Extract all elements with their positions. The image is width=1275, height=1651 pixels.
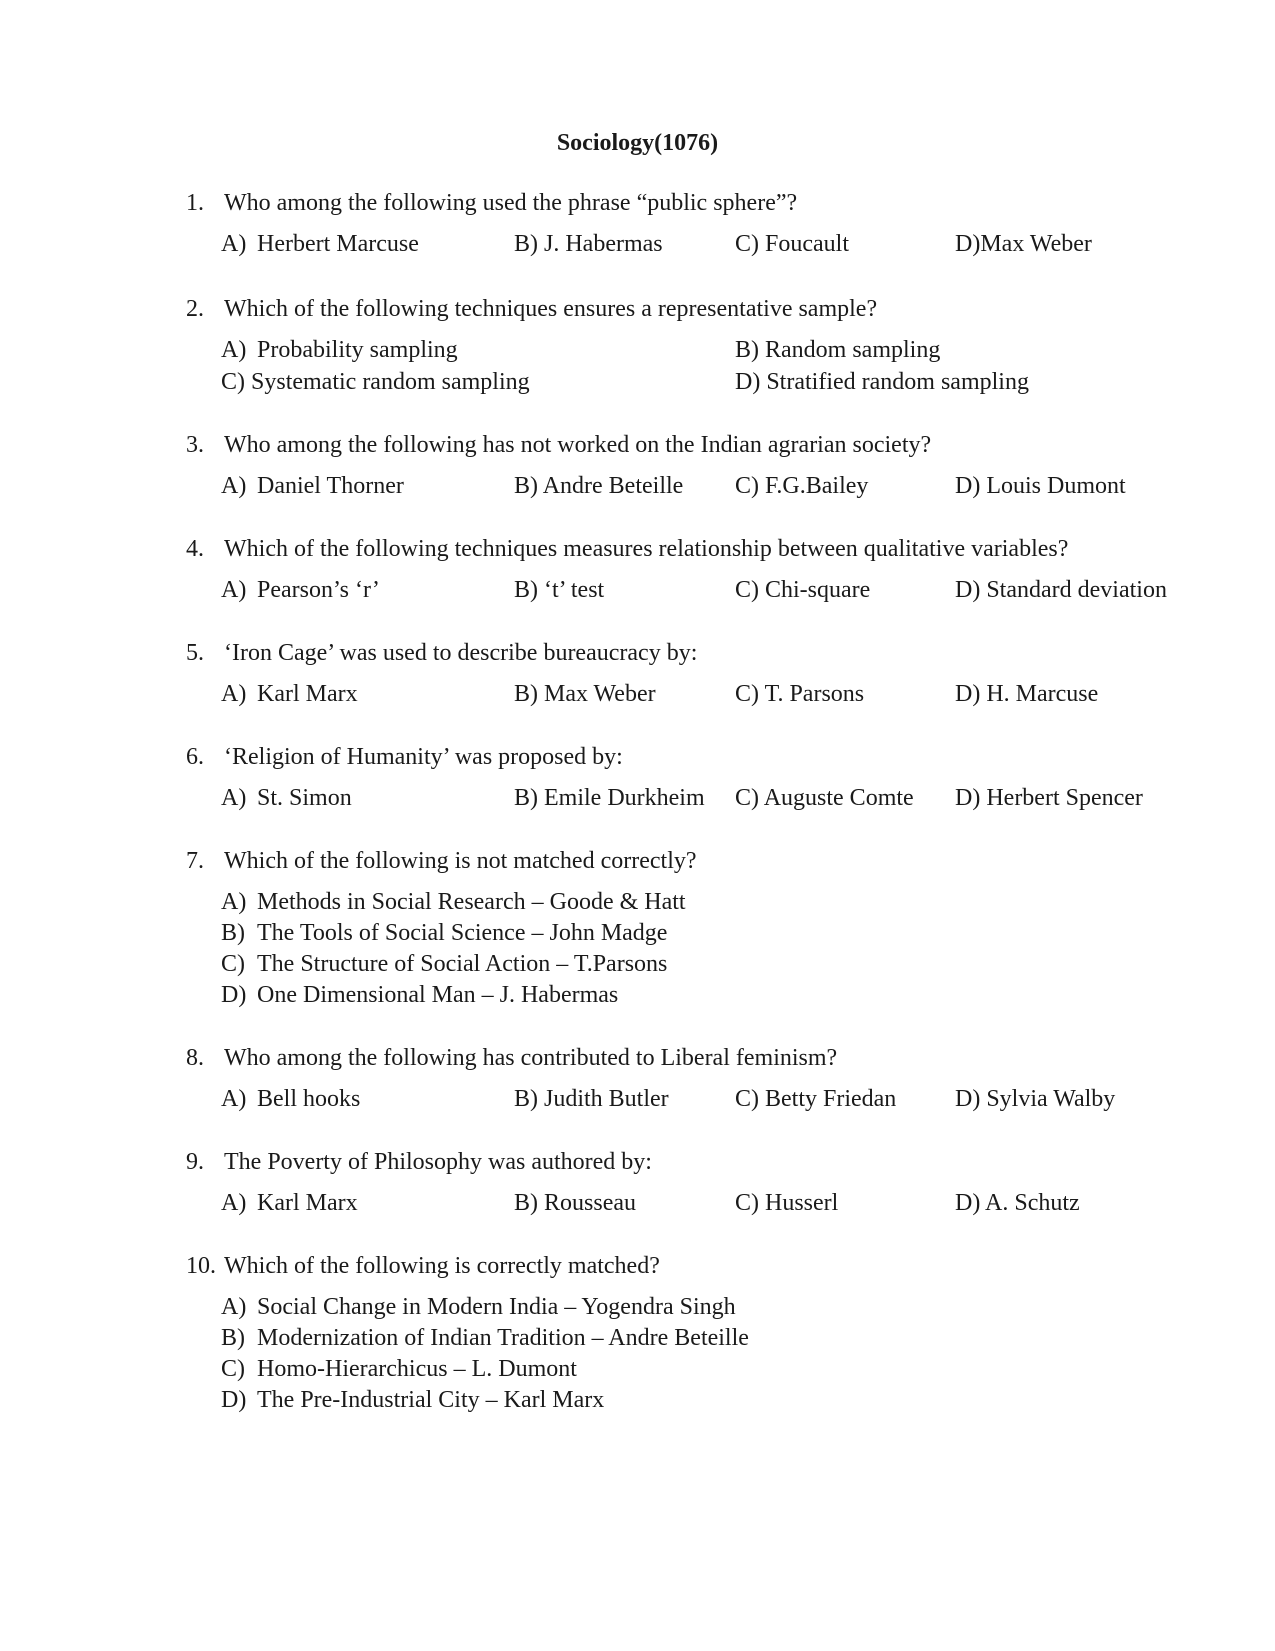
option-a: A) Social Change in Modern India – Yogendra Singh [221,1294,736,1320]
option-a: A) Karl Marx [221,1190,358,1216]
question-stem: 8. Who among the following has contributed to Liberal feminism? [186,1045,838,1071]
option-d: D) One Dimensional Man – J. Habermas [221,982,619,1008]
option-d: D) The Pre-Industrial City – Karl Marx [221,1387,605,1413]
option-c: C) Homo-Hierarchicus – L. Dumont [221,1356,577,1382]
question-stem: 5. ‘Iron Cage’ was used to describe bureaucracy by: [186,640,698,666]
question-stem: 3. Who among the following has not worked on the Indian agrarian society? [186,432,932,458]
option-b: B) ‘t’ test [514,577,605,603]
option-a: A) Daniel Thorner [221,473,404,499]
option-d: D) Standard deviation [955,577,1167,603]
option-a: A) Methods in Social Research – Goode & Hatt [221,889,686,915]
question-stem: 2. Which of the following techniques ensures a representative sample? [186,296,878,322]
option-a: A) St. Simon [221,785,352,811]
option-c: C) Chi-square [735,577,871,603]
option-d: D) A. Schutz [955,1190,1080,1216]
option-c: C) T. Parsons [735,681,865,707]
option-b: B) Andre Beteille [514,473,684,499]
option-a: A) Pearson’s ‘r’ [221,577,380,603]
option-d: D) Stratified random sampling [735,369,1029,395]
option-c: C) Husserl [735,1190,839,1216]
option-b: B) Judith Butler [514,1086,669,1112]
option-c: C) Auguste Comte [735,785,914,811]
page-title: Sociology(1076) [556,130,719,156]
option-c: C) Betty Friedan [735,1086,897,1112]
option-b: B) Emile Durkheim [514,785,705,811]
option-d: D)Max Weber [955,231,1092,257]
option-b: B) Rousseau [514,1190,636,1216]
option-b: B) Max Weber [514,681,656,707]
question-stem: 7. Which of the following is not matched correctly? [186,848,697,874]
option-d: D) H. Marcuse [955,681,1099,707]
option-b: B) J. Habermas [514,231,663,257]
option-b: B) The Tools of Social Science – John Madge [221,920,668,946]
option-c: C) Systematic random sampling [221,369,530,395]
option-c: C) F.G.Bailey [735,473,869,499]
question-stem: 6. ‘Religion of Humanity’ was proposed by: [186,744,623,770]
question-stem: 9. The Poverty of Philosophy was authored by: [186,1149,652,1175]
option-c: C) Foucault [735,231,849,257]
option-a: A) Bell hooks [221,1086,361,1112]
option-a: A) Karl Marx [221,681,358,707]
option-b: B) Random sampling [735,337,941,363]
question-stem: 10. Which of the following is correctly matched? [186,1253,660,1279]
option-c: C) The Structure of Social Action – T.Parsons [221,951,668,977]
option-b: B) Modernization of Indian Tradition – Andre Beteille [221,1325,749,1351]
option-a: A) Herbert Marcuse [221,231,419,257]
option-d: D) Louis Dumont [955,473,1126,499]
question-stem: 1. Who among the following used the phrase “public sphere”? [186,190,798,216]
option-d: D) Herbert Spencer [955,785,1143,811]
question-stem: 4. Which of the following techniques measures relationship between qualitative variables? [186,536,1069,562]
option-a: A) Probability sampling [221,337,458,363]
option-d: D) Sylvia Walby [955,1086,1116,1112]
